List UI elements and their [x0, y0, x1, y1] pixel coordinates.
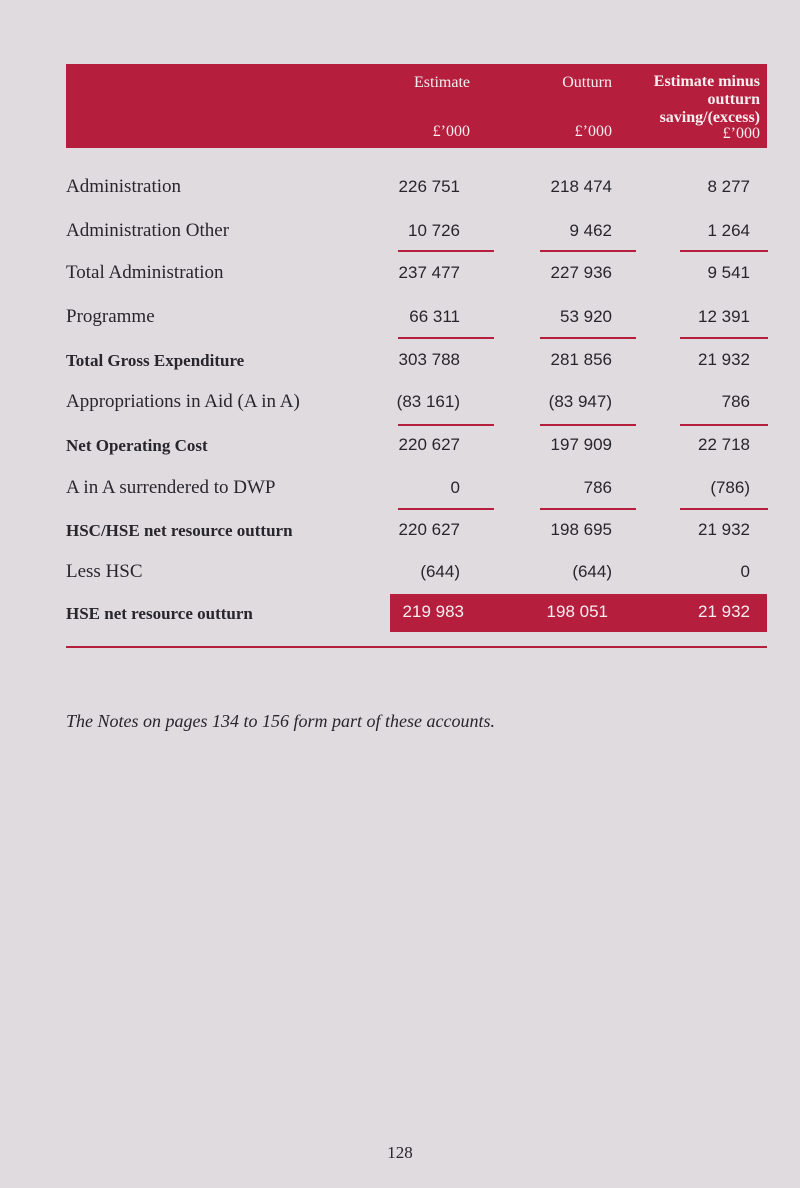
cell-estimate: 10 726 — [408, 221, 460, 240]
cell-diff: 12 391 — [698, 307, 750, 326]
cell-diff: 0 — [740, 562, 750, 581]
cell-estimate: 303 788 — [398, 350, 460, 369]
subtotal-rule — [680, 250, 768, 252]
cell-estimate: 226 751 — [398, 177, 460, 196]
diff-column-title-line3: saving/(excess) — [659, 109, 760, 126]
page-number: 128 — [387, 1143, 413, 1162]
cell-estimate: 220 627 — [398, 435, 460, 454]
cell-diff: 21 932 — [698, 350, 750, 369]
subtotal-rule — [540, 250, 636, 252]
cell-diff: 8 277 — [707, 177, 750, 196]
cell-diff: (786) — [710, 478, 750, 497]
cell-outturn: 9 462 — [569, 221, 612, 240]
row-label-administration: Administration — [66, 176, 182, 197]
subtotal-rule — [540, 508, 636, 510]
cell-outturn: 218 474 — [550, 177, 612, 196]
cell-estimate: 220 627 — [398, 520, 460, 539]
cell-estimate: (83 161) — [396, 392, 460, 411]
cell-estimate: 237 477 — [398, 263, 460, 282]
diff-column-title-line2: outturn — [707, 91, 760, 108]
row-label-hse-net-resource-outturn: HSE net resource outturn — [66, 604, 253, 623]
cell-estimate: 0 — [450, 478, 460, 497]
cell-outturn: 197 909 — [550, 435, 612, 454]
cell-outturn: (83 947) — [548, 392, 612, 411]
outturn-column-unit: £’000 — [574, 123, 612, 140]
estimate-column-unit: £’000 — [432, 123, 470, 140]
subtotal-rule — [680, 508, 768, 510]
cell-outturn: 281 856 — [550, 350, 612, 369]
accounts-note: The Notes on pages 134 to 156 form part of these accounts. — [66, 711, 495, 731]
row-label-a-in-a-surrendered: A in A surrendered to DWP — [66, 477, 276, 498]
subtotal-rule — [398, 250, 494, 252]
cell-diff: 9 541 — [707, 263, 750, 282]
cell-outturn: 53 920 — [560, 307, 612, 326]
cell-estimate: (644) — [420, 562, 460, 581]
cell-outturn: 786 — [583, 478, 612, 497]
table-bottom-rule — [66, 646, 767, 648]
subtotal-rule — [540, 424, 636, 426]
diff-column-unit: £’000 — [722, 125, 760, 142]
row-label-appropriations-in-aid: Appropriations in Aid (A in A) — [66, 391, 300, 412]
diff-column-title-line1: Estimate minus — [653, 73, 760, 90]
row-label-less-hsc: Less HSC — [66, 561, 143, 582]
row-label-total-administration: Total Administration — [66, 262, 224, 283]
cell-diff: 21 932 — [698, 602, 750, 621]
subtotal-rule — [540, 337, 636, 339]
cell-outturn: 198 695 — [550, 520, 612, 539]
row-label-net-operating-cost: Net Operating Cost — [66, 436, 208, 455]
row-label-total-gross-expenditure: Total Gross Expenditure — [66, 351, 245, 370]
row-label-programme: Programme — [66, 306, 155, 327]
subtotal-rule — [398, 508, 494, 510]
cell-outturn: (644) — [572, 562, 612, 581]
subtotal-rule — [398, 424, 494, 426]
cell-outturn: 227 936 — [550, 263, 612, 282]
subtotal-rule — [680, 337, 768, 339]
cell-diff: 22 718 — [698, 435, 750, 454]
cell-diff: 21 932 — [698, 520, 750, 539]
row-label-hsc-hse-net-resource-outturn: HSC/HSE net resource outturn — [66, 521, 293, 540]
cell-estimate: 219 983 — [402, 602, 464, 621]
subtotal-rule — [680, 424, 768, 426]
estimate-column-title: Estimate — [414, 74, 470, 91]
row-label-administration-other: Administration Other — [66, 220, 230, 241]
cell-outturn: 198 051 — [546, 602, 608, 621]
cell-estimate: 66 311 — [409, 307, 460, 326]
cell-diff: 1 264 — [707, 221, 750, 240]
cell-diff: 786 — [721, 392, 750, 411]
subtotal-rule — [398, 337, 494, 339]
outturn-column-title: Outturn — [562, 74, 612, 91]
